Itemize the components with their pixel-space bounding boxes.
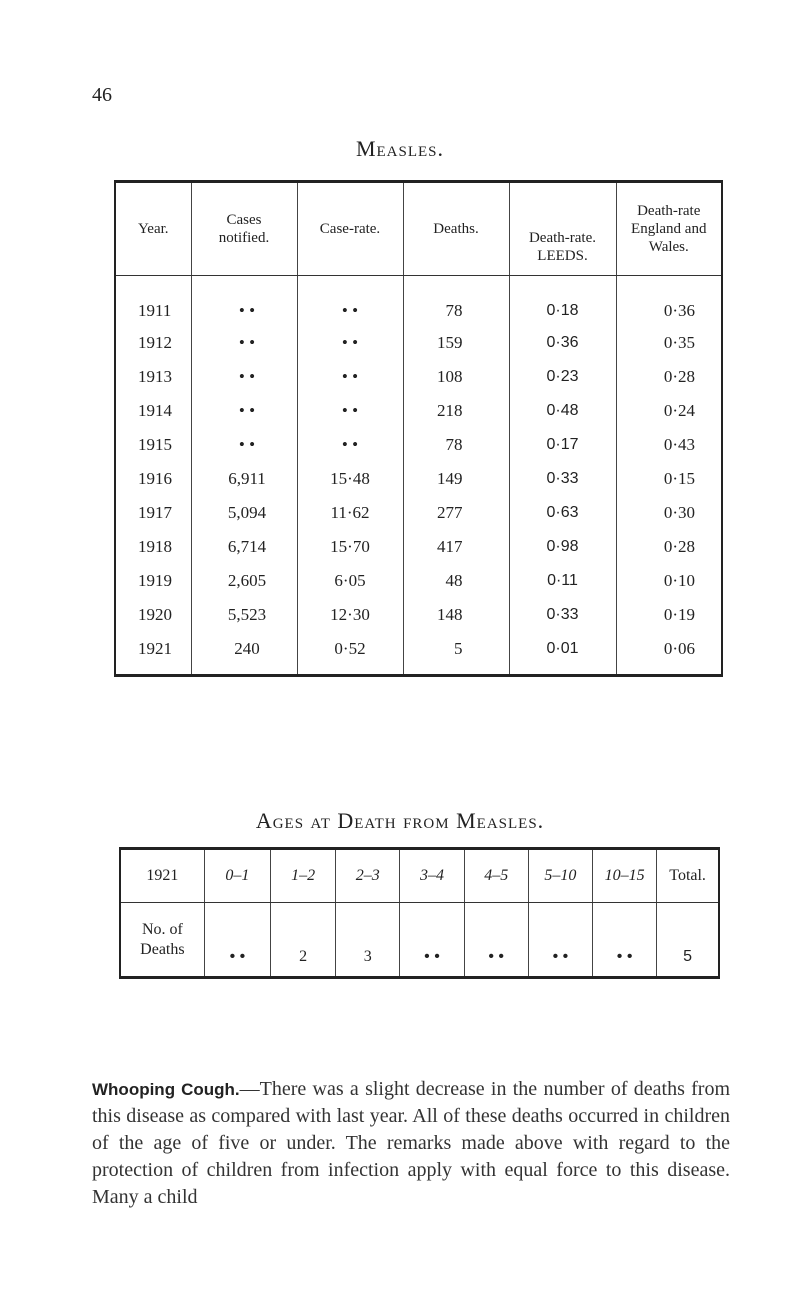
cell-year: 1918 <box>138 537 172 556</box>
cell-leeds-rate: 0·01 <box>509 632 616 676</box>
ages-col-header: 5–10 <box>528 849 592 903</box>
ages-header-row <box>120 849 719 903</box>
table-row <box>115 564 722 598</box>
paragraph-text: —There was a slight decrease in the number of deaths from this disease as compared with last year. All of these deaths occurred in children of the age of five or under. The remarks made above with regard to the protection of children from infection apply with equal force to this disease. Many a child <box>92 1078 731 1208</box>
cell-cases: • • <box>191 360 297 394</box>
cell-year: 1911 <box>138 301 172 320</box>
cell-year: 1919 <box>138 571 172 590</box>
cell-leeds-rate: 0·63 <box>509 496 616 530</box>
ages-col-header: 3–4 <box>400 849 464 903</box>
cell-case-rate: 15·70 <box>297 530 403 564</box>
col-header-england-rate: Death-rate England and Wales. <box>616 182 722 276</box>
cell-deaths: 149 <box>403 462 509 496</box>
measles-header-row <box>115 182 722 276</box>
ages-title: Ages at Death from Measles. <box>255 808 545 833</box>
cell-year: 1920 <box>138 605 172 624</box>
ages-cell: • • <box>204 903 270 978</box>
cell-case-rate: 0·52 <box>297 632 403 676</box>
cell-year: 1921 <box>138 639 172 658</box>
cell-england-rate: 0·06 <box>616 632 722 676</box>
cell-cases: 5,523 <box>191 598 297 632</box>
table-row <box>115 428 722 462</box>
cell-england-rate: 0·15 <box>616 462 722 496</box>
ages-data-row <box>120 903 719 978</box>
col-header-cases: Cases notified. <box>191 182 297 276</box>
col-header-case-rate: Case-rate. <box>297 182 403 276</box>
cell-leeds-rate: 0·17 <box>509 428 616 462</box>
page-number: 46 <box>92 84 112 106</box>
cell-england-rate: 0·43 <box>616 428 722 462</box>
table-row <box>115 462 722 496</box>
ages-col-header: Total. <box>657 849 719 903</box>
cell-case-rate: • • <box>297 428 403 462</box>
cell-deaths: 148 <box>403 598 509 632</box>
cell-cases: 240 <box>191 632 297 676</box>
cell-case-rate: • • <box>297 394 403 428</box>
cell-england-rate: 0·36 <box>616 276 722 327</box>
cell-cases: • • <box>191 326 297 360</box>
ages-row-label: No. of Deaths <box>140 921 185 958</box>
ages-cell: 2 <box>271 903 336 978</box>
cell-cases: • • <box>191 276 297 327</box>
cell-leeds-rate: 0·33 <box>509 462 616 496</box>
table-row <box>115 276 722 327</box>
cell-deaths: 277 <box>403 496 509 530</box>
cell-england-rate: 0·28 <box>616 360 722 394</box>
cell-deaths: 417 <box>403 530 509 564</box>
cell-leeds-rate: 0·33 <box>509 598 616 632</box>
table-row <box>115 632 722 676</box>
table-row <box>115 360 722 394</box>
cell-leeds-rate: 0·18 <box>509 276 616 327</box>
table-row <box>115 598 722 632</box>
cell-year: 1916 <box>138 469 172 488</box>
cell-leeds-rate: 0·11 <box>509 564 616 598</box>
col-header-deaths: Deaths. <box>403 182 509 276</box>
ages-col-header: 2–3 <box>336 849 400 903</box>
cell-england-rate: 0·24 <box>616 394 722 428</box>
table-row <box>115 530 722 564</box>
ages-cell: • • <box>400 903 464 978</box>
cell-case-rate: • • <box>297 360 403 394</box>
ages-col-header: 1–2 <box>271 849 336 903</box>
cell-cases: 6,911 <box>191 462 297 496</box>
paragraph-lead: Whooping Cough. <box>92 1080 240 1099</box>
cell-deaths: 5 <box>403 632 509 676</box>
col-header-year: Year. <box>115 182 191 276</box>
ages-cell: • • <box>593 903 657 978</box>
cell-cases: • • <box>191 394 297 428</box>
ages-table <box>119 847 720 979</box>
cell-cases: 6,714 <box>191 530 297 564</box>
cell-case-rate: 6·05 <box>297 564 403 598</box>
ages-col-header: 4–5 <box>464 849 528 903</box>
cell-case-rate: 15·48 <box>297 462 403 496</box>
ages-cell: 3 <box>336 903 400 978</box>
measles-table <box>114 180 723 677</box>
cell-year: 1917 <box>138 503 172 522</box>
cell-deaths: 218 <box>403 394 509 428</box>
cell-leeds-rate: 0·23 <box>509 360 616 394</box>
cell-cases: 5,094 <box>191 496 297 530</box>
cell-case-rate: • • <box>297 276 403 327</box>
cell-leeds-rate: 0·36 <box>509 326 616 360</box>
cell-year: 1912 <box>138 333 172 352</box>
cell-deaths: 108 <box>403 360 509 394</box>
ages-col-header: 1921 <box>120 849 204 903</box>
cell-year: 1915 <box>138 435 172 454</box>
cell-deaths: 48 <box>403 564 509 598</box>
whooping-cough-paragraph <box>92 1076 730 1211</box>
measles-title: Measles. <box>355 136 445 161</box>
table-row <box>115 496 722 530</box>
cell-year: 1913 <box>138 367 172 386</box>
table-row <box>115 326 722 360</box>
cell-deaths: 78 <box>403 428 509 462</box>
cell-england-rate: 0·30 <box>616 496 722 530</box>
cell-england-rate: 0·28 <box>616 530 722 564</box>
table-row <box>115 394 722 428</box>
cell-england-rate: 0·19 <box>616 598 722 632</box>
ages-cell: 5 <box>657 903 719 978</box>
cell-leeds-rate: 0·48 <box>509 394 616 428</box>
cell-case-rate: • • <box>297 326 403 360</box>
ages-col-header: 0–1 <box>204 849 270 903</box>
cell-cases: • • <box>191 428 297 462</box>
cell-deaths: 78 <box>403 276 509 327</box>
cell-case-rate: 11·62 <box>297 496 403 530</box>
cell-deaths: 159 <box>403 326 509 360</box>
cell-cases: 2,605 <box>191 564 297 598</box>
cell-england-rate: 0·10 <box>616 564 722 598</box>
ages-cell: • • <box>528 903 592 978</box>
col-header-leeds-rate: Death-rate. LEEDS. <box>509 182 616 276</box>
ages-cell: • • <box>464 903 528 978</box>
cell-year: 1914 <box>138 401 172 420</box>
ages-col-header: 10–15 <box>593 849 657 903</box>
cell-england-rate: 0·35 <box>616 326 722 360</box>
cell-case-rate: 12·30 <box>297 598 403 632</box>
cell-leeds-rate: 0·98 <box>509 530 616 564</box>
